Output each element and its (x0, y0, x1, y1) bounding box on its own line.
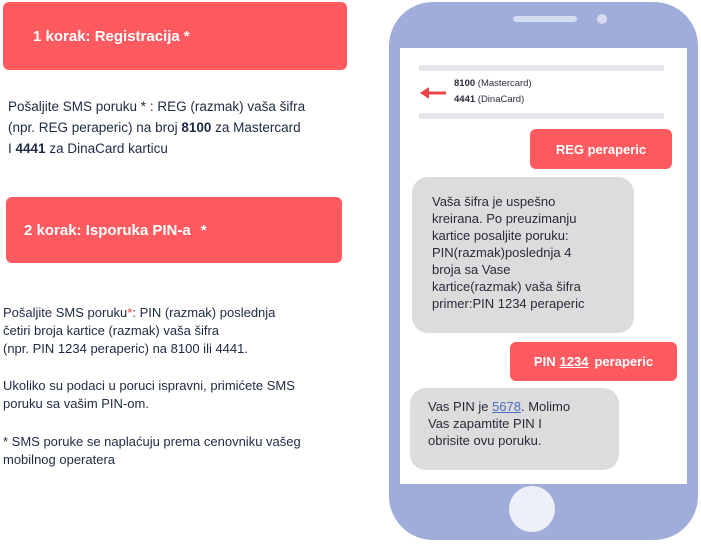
step1-banner (3, 2, 347, 70)
phone-speaker (513, 16, 577, 22)
step1-instructions (8, 96, 353, 159)
step2-star-note: * (127, 305, 133, 320)
step2-banner (6, 197, 342, 263)
recipient-mastercard: 8100 (Mastercard) (454, 78, 532, 89)
recipient-dinacard: 4441 (DinaCard) (454, 94, 525, 105)
home-button (509, 486, 555, 532)
back-arrow-icon (420, 86, 446, 100)
sent-message-reg (530, 129, 672, 169)
pin-code-link: 5678 (492, 399, 521, 414)
step2-line1: Pošaljite SMS poruku (3, 305, 128, 320)
received-message-confirmation: Vaša šifra je uspešno kreirana. Po preuzimanju kartice posaljite poruku: PIN(razmak)poslednja 4 broja sa Vase kartice(razmak) vaša šifra primer:PIN 1234 peraperic (412, 177, 634, 333)
footnote (3, 433, 353, 469)
footnote-line1: * SMS poruke se naplaćuju prema cenovniku vašeg (3, 434, 301, 449)
step2-line1-end: : PIN (razmak) poslednja (132, 305, 276, 320)
footnote-line2: mobilnog operatera (3, 452, 116, 467)
step1-line2: (npr. REG peraperic) na broj (8, 120, 182, 135)
dinacard-number: 4441 (15, 141, 46, 156)
step1-line1: Pošaljite SMS poruku * : REG (razmak) vaša šifra (8, 99, 306, 114)
info-line2: poruku sa vašim PIN-om. (3, 396, 149, 411)
phone-camera (597, 14, 607, 24)
received-message-pin: Vas PIN je 5678. Molimo Vas zapamtite PIN I obrisite ovu poruku. (410, 388, 619, 470)
step2-star: * (200, 221, 207, 239)
info-line1: Ukoliko su podaci u poruci ispravni, primićete SMS (3, 378, 295, 393)
step1-line3-start: I (8, 141, 16, 156)
info-text (3, 377, 353, 413)
step1-star: * (183, 27, 190, 45)
sent-message-pin: PIN 1234 peraperic (510, 342, 677, 381)
pin-digits: 1234 (559, 354, 589, 369)
screen-divider-top (419, 65, 664, 71)
step2-instructions (3, 304, 353, 358)
reg-message-text: REG peraperic (555, 141, 647, 157)
mastercard-number: 8100 (181, 120, 212, 135)
step1-line2-end: za Mastercard (211, 120, 301, 135)
step1-title: 1 korak: Registracija (33, 27, 180, 45)
screen-divider-bottom (419, 113, 664, 119)
step2-title: 2 korak: Isporuka PIN-a (24, 221, 191, 239)
step2-line3: (npr. PIN 1234 peraperic) na 8100 ili 4441. (3, 341, 248, 356)
step2-line2: četiri broja kartice (razmak) vaša šifra (3, 323, 219, 338)
step1-line3-end: za DinaCard karticu (45, 141, 168, 156)
